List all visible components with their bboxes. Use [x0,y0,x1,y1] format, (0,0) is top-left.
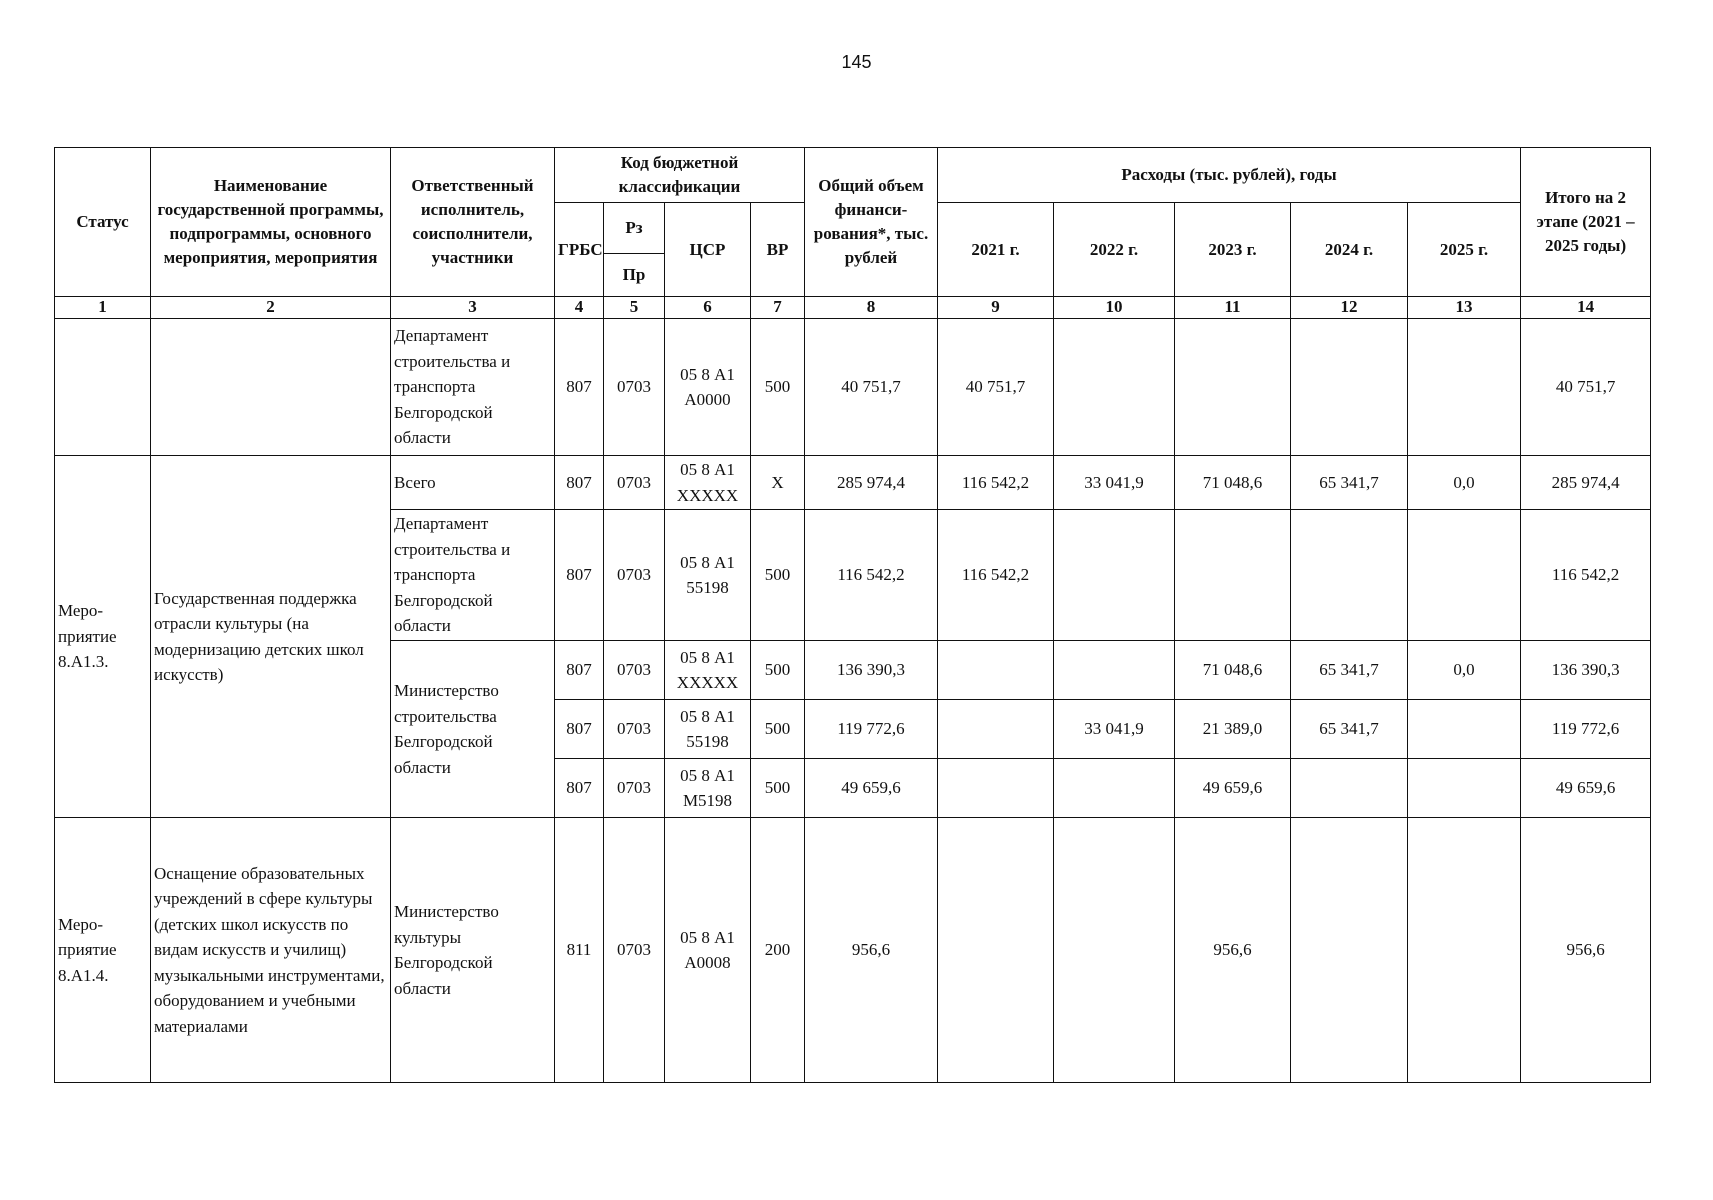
csr-cell: 05 8 А1 ХХХХХ [665,456,751,510]
itogo-cell: 116 542,2 [1521,510,1651,641]
header-rz: Рз [604,203,665,254]
header-year-2022: 2022 г. [1054,203,1175,297]
vr-cell: 500 [751,641,805,700]
year-2025-cell [1408,818,1521,1083]
executor-cell: Всего [391,456,555,510]
vr-cell: 500 [751,700,805,759]
itogo-cell: 285 974,4 [1521,456,1651,510]
header-year-2023: 2023 г. [1175,203,1291,297]
year-2024-cell [1291,759,1408,818]
header-name: Наименование государственной программы, подпрограммы, основного мероприятия, мероприятия [151,148,391,297]
executor-cell: Департамент строительства и транспорта Белгородской области [391,319,555,456]
column-number: 8 [805,297,938,319]
header-total-volume: Общий объем финанси-рования*, тыс. рублей [805,148,938,297]
column-numbers-row [55,297,1651,319]
total-cell: 116 542,2 [805,510,938,641]
year-2023-cell: 49 659,6 [1175,759,1291,818]
year-2023-cell [1175,510,1291,641]
grbs-cell: 807 [555,759,604,818]
year-2025-cell [1408,759,1521,818]
itogo-cell: 119 772,6 [1521,700,1651,759]
column-number: 2 [151,297,391,319]
total-cell: 285 974,4 [805,456,938,510]
year-2023-cell: 956,6 [1175,818,1291,1083]
column-number: 1 [55,297,151,319]
page-number: 145 [841,52,872,72]
column-number: 14 [1521,297,1651,319]
year-2023-cell: 71 048,6 [1175,456,1291,510]
header-grbs: ГРБС [555,203,604,297]
column-number: 6 [665,297,751,319]
csr-cell: 05 8 А1 55198 [665,700,751,759]
rzpr-cell: 0703 [604,510,665,641]
csr-cell: 05 8 А1 А0008 [665,818,751,1083]
grbs-cell: 811 [555,818,604,1083]
vr-cell: 200 [751,818,805,1083]
header-status: Статус [55,148,151,297]
grbs-cell: 807 [555,456,604,510]
name-cell [151,319,391,456]
year-2022-cell: 33 041,9 [1054,700,1175,759]
itogo-cell: 136 390,3 [1521,641,1651,700]
rzpr-cell: 0703 [604,700,665,759]
rzpr-cell: 0703 [604,456,665,510]
year-2022-cell [1054,759,1175,818]
budget-table [54,147,1651,1083]
csr-cell: 05 8 А1 ХХХХХ [665,641,751,700]
header-csr: ЦСР [665,203,751,297]
total-cell: 119 772,6 [805,700,938,759]
year-2025-cell: 0,0 [1408,456,1521,510]
year-2021-cell: 116 542,2 [938,456,1054,510]
name-cell: Государственная поддержка отрасли культуры (на модернизацию детских школ искусств) [151,456,391,818]
year-2024-cell [1291,319,1408,456]
rzpr-cell: 0703 [604,818,665,1083]
header-vr: ВР [751,203,805,297]
executor-cell: Департамент строительства и транспорта Белгородской области [391,510,555,641]
header-expenses: Расходы (тыс. рублей), годы [938,148,1521,203]
year-2024-cell [1291,510,1408,641]
year-2023-cell [1175,319,1291,456]
total-cell: 49 659,6 [805,759,938,818]
year-2021-cell [938,700,1054,759]
year-2023-cell: 21 389,0 [1175,700,1291,759]
year-2021-cell [938,759,1054,818]
year-2025-cell: 0,0 [1408,641,1521,700]
year-2024-cell: 65 341,7 [1291,700,1408,759]
year-2021-cell: 40 751,7 [938,319,1054,456]
year-2022-cell [1054,319,1175,456]
year-2022-cell [1054,510,1175,641]
year-2022-cell [1054,818,1175,1083]
csr-cell: 05 8 А1 А0000 [665,319,751,456]
year-2023-cell: 71 048,6 [1175,641,1291,700]
header-row [55,148,1651,203]
csr-cell: 05 8 А1 М5198 [665,759,751,818]
year-2025-cell [1408,319,1521,456]
vr-cell: Х [751,456,805,510]
year-2021-cell [938,818,1054,1083]
year-2024-cell: 65 341,7 [1291,456,1408,510]
name-cell: Оснащение образовательных учреждений в сфере культуры (детских школ искусств по видам искусств и училищ) музыкальными инструментами, оборудованием и учебными материалами [151,818,391,1083]
year-2022-cell [1054,641,1175,700]
year-2021-cell: 116 542,2 [938,510,1054,641]
total-cell: 136 390,3 [805,641,938,700]
total-cell: 956,6 [805,818,938,1083]
table-row [55,319,1651,456]
csr-cell: 05 8 А1 55198 [665,510,751,641]
column-number: 5 [604,297,665,319]
year-2024-cell [1291,818,1408,1083]
rzpr-cell: 0703 [604,759,665,818]
column-number: 11 [1175,297,1291,319]
header-itogo: Итого на 2 этапе (2021 – 2025 годы) [1521,148,1651,297]
rzpr-cell: 0703 [604,319,665,456]
column-number: 9 [938,297,1054,319]
itogo-cell: 956,6 [1521,818,1651,1083]
year-2025-cell [1408,700,1521,759]
column-number: 12 [1291,297,1408,319]
year-2022-cell: 33 041,9 [1054,456,1175,510]
status-cell: Меро-приятие 8.А1.4. [55,818,151,1083]
header-year-2024: 2024 г. [1291,203,1408,297]
vr-cell: 500 [751,510,805,641]
grbs-cell: 807 [555,510,604,641]
header-budget-code: Код бюджетной классификации [555,148,805,203]
executor-cell: Министерство строительства Белгородской области [391,641,555,818]
grbs-cell: 807 [555,700,604,759]
table-row [55,818,1651,1083]
header-executor: Ответственный исполнитель, соисполнители, участники [391,148,555,297]
status-cell: Меро-приятие 8.А1.3. [55,456,151,818]
itogo-cell: 49 659,6 [1521,759,1651,818]
header-year-2025: 2025 г. [1408,203,1521,297]
status-cell [55,319,151,456]
column-number: 7 [751,297,805,319]
header-year-2021: 2021 г. [938,203,1054,297]
column-number: 10 [1054,297,1175,319]
grbs-cell: 807 [555,319,604,456]
year-2021-cell [938,641,1054,700]
grbs-cell: 807 [555,641,604,700]
column-number: 3 [391,297,555,319]
itogo-cell: 40 751,7 [1521,319,1651,456]
year-2024-cell: 65 341,7 [1291,641,1408,700]
total-cell: 40 751,7 [805,319,938,456]
vr-cell: 500 [751,759,805,818]
executor-cell: Министерство культуры Белгородской области [391,818,555,1083]
vr-cell: 500 [751,319,805,456]
table-row [55,456,1651,510]
header-pr: Пр [604,254,665,297]
column-number: 13 [1408,297,1521,319]
year-2025-cell [1408,510,1521,641]
column-number: 4 [555,297,604,319]
rzpr-cell: 0703 [604,641,665,700]
